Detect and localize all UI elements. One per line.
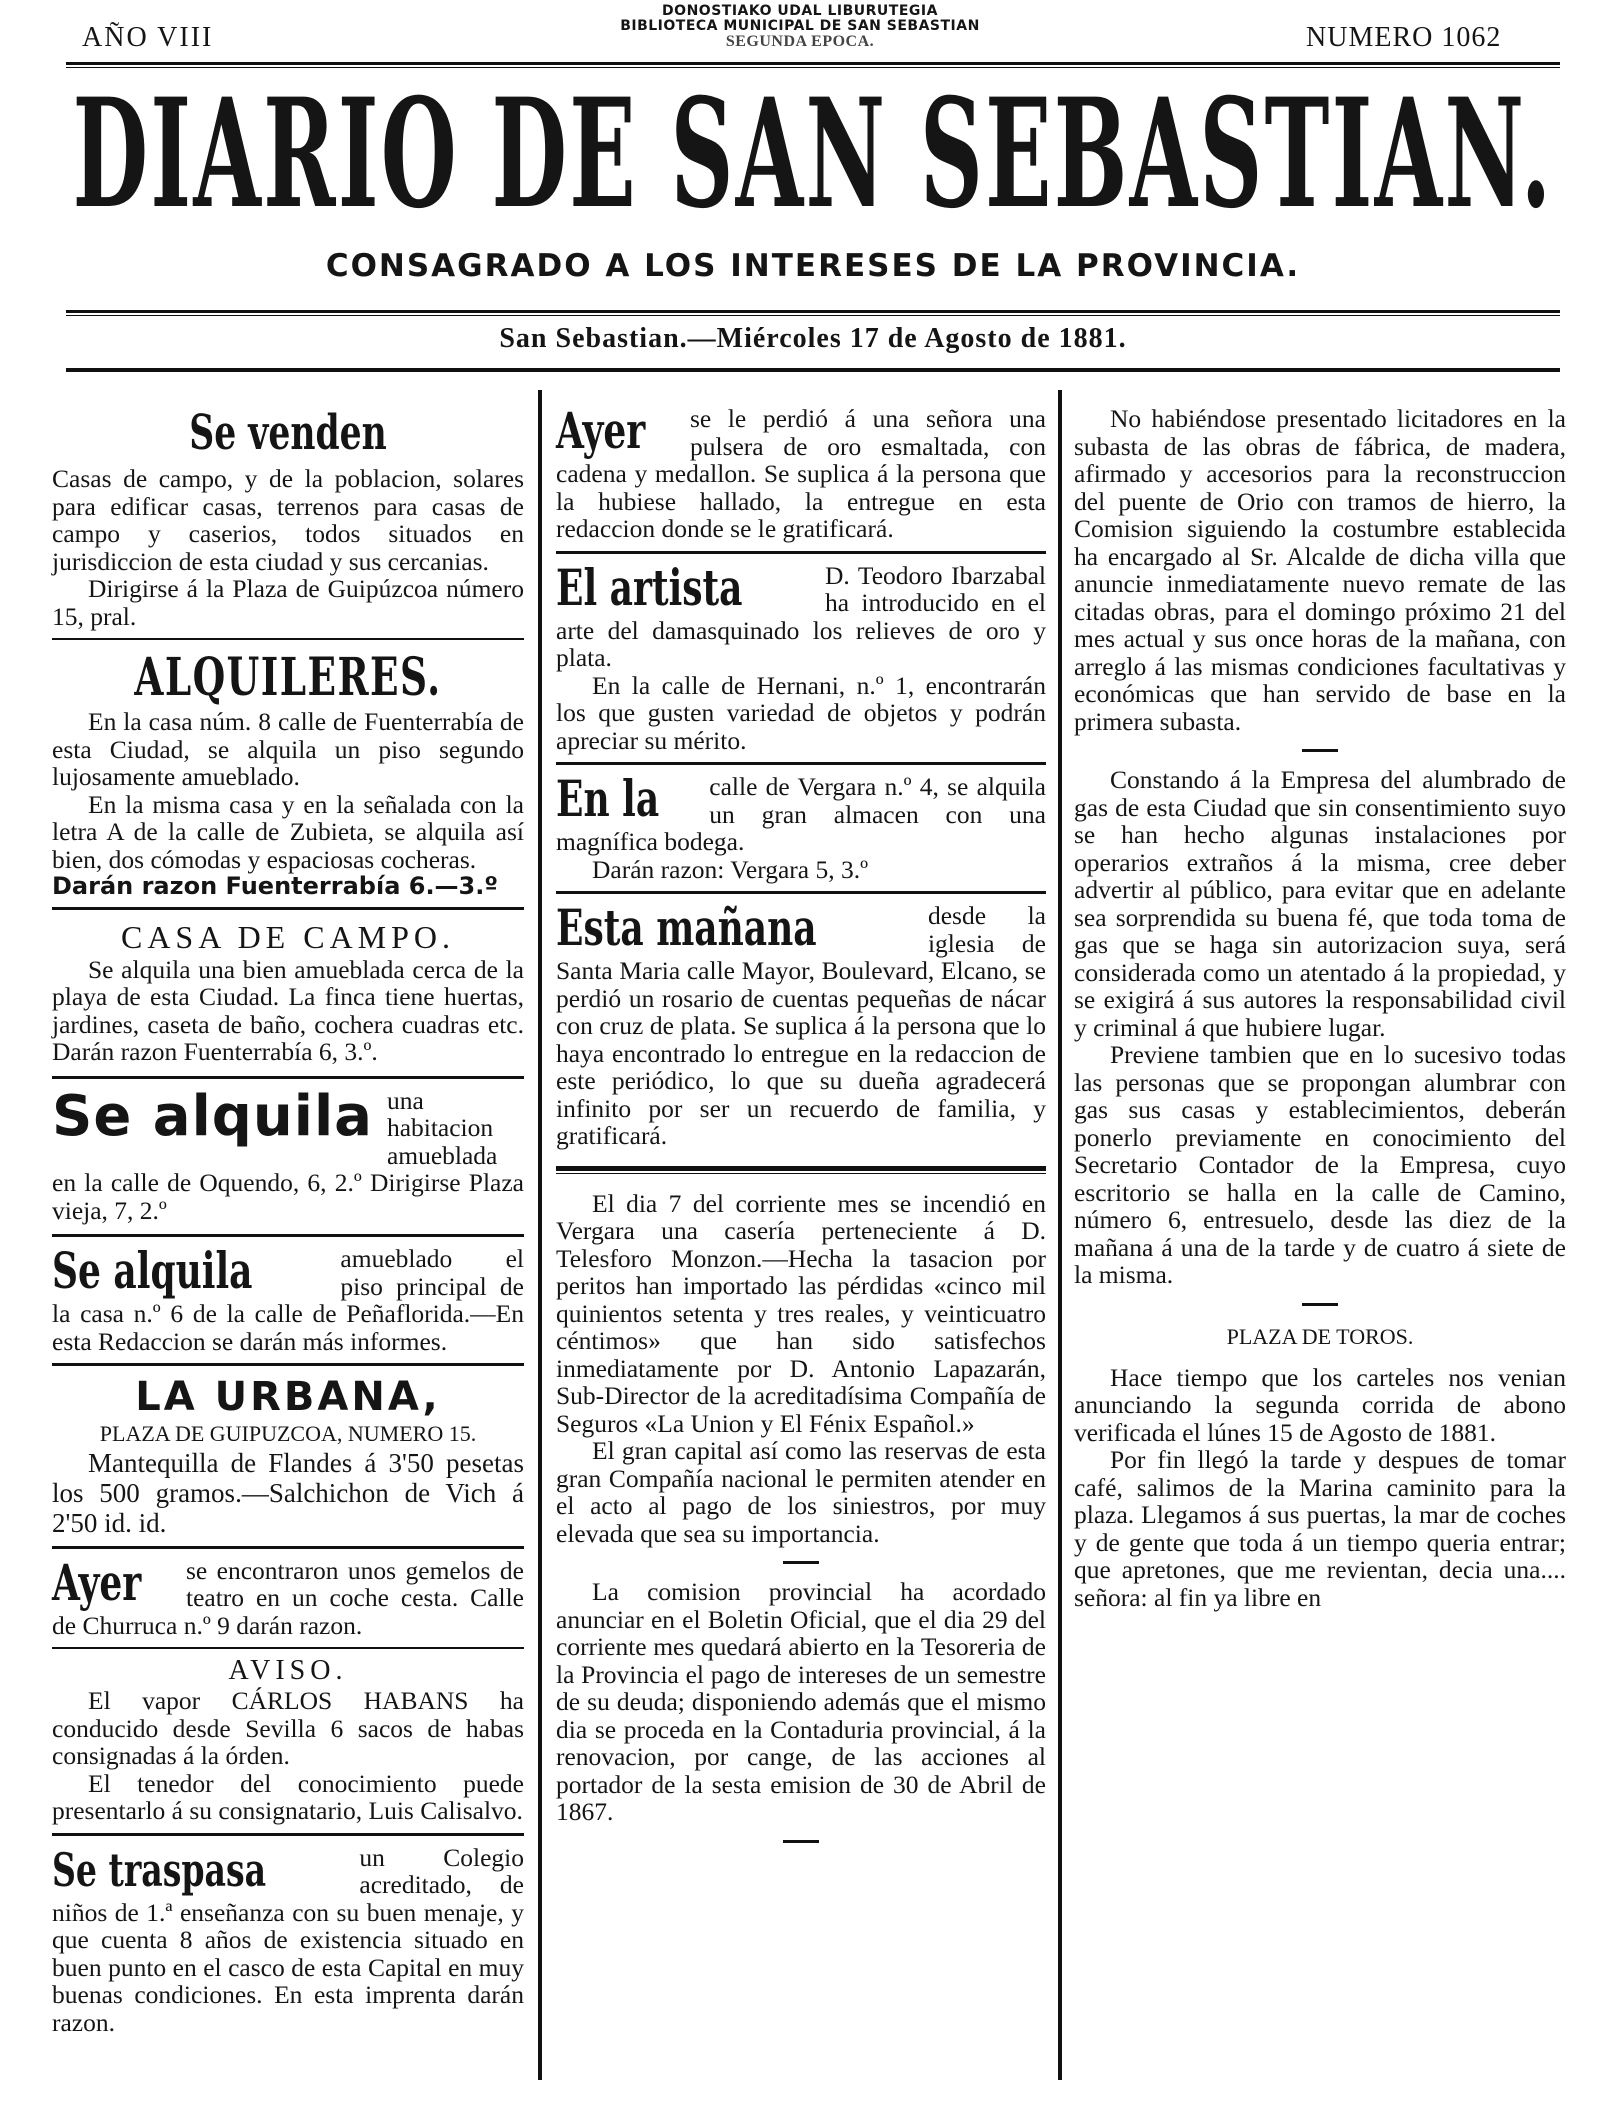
aviso-text-1: El vapor CÁRLOS HABANS ha conducido desde Sevilla 6 sacos de habas consignadas á la órden. — [52, 1686, 524, 1770]
news-incendio-text: El dia 7 del corriente mes se incendió en Vergara una casería perteneciente á D. Telesforo Monzon.—Hecha la tasacion por peritos han importado las pérdidas «cinco mil quinientos setenta y tres reales, y veinticuatro céntimos» que han sido satisfechos inmediatamente por D. Antonio Lapazarán, Sub-Director de la acreditadísima Compañía de Seguros «La Union y El Fénix Español.» — [556, 1188, 1046, 1438]
el-artista-heading: El artista — [556, 557, 743, 617]
esta-manana-text: desde la iglesia de Santa Maria calle Mayor, Boulevard, Elcano, se perdió un rosario de cuentas pequeñas de nácar con cruz de plata. Se suplica á la persona que lo haya encontrado lo entregue en la redaccion de este periódico, lo que su dueña agradecerá infinito por ser un recuerdo de familia, y gratificará. — [556, 901, 1046, 1150]
la-urbana-text: Mantequilla de Flandes á 3'50 pesetas los 500 gramos.—Salchichon de Vich á 2'50 id. id. — [52, 1447, 524, 1538]
alquileres-razon: Darán razon Fuenterrabía 6.—3.º — [52, 872, 498, 900]
column-divider-1 — [538, 390, 542, 2080]
aviso-text-2: El tenedor del conocimiento puede presentarlo á su consignatario, Luis Calisalvo. — [52, 1768, 524, 1825]
section-break-col3-2 — [1302, 1303, 1338, 1306]
section-break-col2-end — [783, 1840, 819, 1843]
dateline: San Sebastian.—Miércoles 17 de Agosto de 1881. — [499, 323, 1127, 354]
issue-number: NUMERO 1062 — [1306, 22, 1502, 53]
se-alquila-1-text: una habitacion amueblada en la calle de Oquendo, 6, 2.º Dirigirse Plaza vieja, 7, 2.º — [52, 1085, 524, 1225]
news-comision-text: La comision provincial ha acordado anunciar en el Boletin Oficial, que el dia 29 del corriente mes quedará abierto en la Tesoreria de la Provincia el pago de intereses de un semestre de su deuda; disponiendo además que el mismo dia se proceda en la Contaduria provincial, á la renovacion, por cange, de las acciones al portador de la sesta emision de 30 de Abril de 1867. — [556, 1577, 1046, 1826]
se-alquila-2-text: amueblado el piso principal de la casa n.º 6 de la calle de Peñaflorida.—En esta Redaccion se darán más informes. — [52, 1244, 524, 1356]
section-break-col3 — [1302, 749, 1338, 752]
el-artista-text: D. Teodoro Ibarzabal ha introducido en el arte del damasquinado los relieves de oro y plata. — [556, 560, 1046, 672]
gas-company-text: Constando á la Empresa del alumbrado de gas de esta Ciudad que sin consentimiento suyo se han hecho algunas instalaciones por operarios extraños á la misma, cree deber advertir al público, para evitar que en adelante sea sorprendida su buena fé, que toda toma de gas que se haga sin autorizacion suya, será considerada como un atentado á la propiedad, y se exigirá á sus autores la responsabilidad civil y criminal á que hubiere lugar. — [1074, 765, 1566, 1042]
en-la-razon: Darán razon: Vergara 5, 3.º — [592, 854, 869, 884]
archive-stamp-line3: SEGUNDA EPOCA. — [725, 33, 875, 50]
en-la-heading: En la — [556, 769, 660, 828]
la-urbana-address: PLAZA DE GUIPUZCOA, NUMERO 15. — [99, 1421, 477, 1446]
casa-campo-heading: CASA DE CAMPO. — [120, 918, 456, 955]
plaza-toros-text-2: Por fin llegó la tarde y despues de tomar café, salimos de la Marina caminito para la plaza. Llegamos á sus puertas, la mar de coches y de gente que toda á un tiempo queria entrar; que apretones, que me revientan, decia una.... señora: al fin ya libre en — [1074, 1445, 1566, 1612]
column-3 — [1074, 405, 1566, 1611]
issue-year: AÑO VIII — [82, 22, 214, 53]
ayer-text-col1: se encontraron unos gemelos de teatro en un coche cesta. Calle de Churruca n.º 9 darán razon. — [52, 1555, 524, 1640]
column-2 — [556, 401, 1046, 1857]
header-rule-top — [66, 62, 1560, 65]
aviso-heading: AVISO. — [228, 1655, 348, 1686]
se-traspasa-text: un Colegio acreditado, de niños de 1.ª enseñanza con su buen menaje, y que cuenta 8 años de existencia situado en buen punto en el casco de esta Capital en muy buenas condiciones. En esta imprenta darán razon. — [52, 1842, 524, 2037]
se-venden-text: Casas de campo, y de la poblacion, solares para edificar casas, terrenos para casas de campo y caserios, todos situados en jurisdiccion de esta ciudad y sus cercanias. — [52, 464, 524, 576]
column-1 — [52, 405, 524, 2036]
orio-bridge-text: No habiéndose presentado licitadores en la subasta de las obras de fábrica, de madera, afirmado y accesorios para la reconstruccion del puente de Orio con tramos de hierro, la Comision siguiendo la costumbre establecida ha encargado al Sr. Alcalde de dicha villa que anuncie inmediatamente nuevo remate de las citadas obras, para el domingo próximo 21 del mes actual y sus once horas de la mañana, con arreglo á las mismas condiciones facultativas y económicas que han servido de base en la primera subasta. — [1074, 404, 1566, 736]
se-alquila-2-heading: Se alquila — [52, 1241, 253, 1300]
column-divider-2 — [1058, 390, 1062, 2080]
se-venden-contact: Dirigirse á la Plaza de Guipúzcoa número 15, pral. — [52, 574, 524, 631]
se-alquila-1-heading: Se alquila — [52, 1083, 373, 1149]
ayer-text-col2: se le perdió á una señora una pulsera de oro esmaltada, con cadena y medallon. Se suplica á la persona que la hubiese hallado, la entregue en esta redaccion donde se le gratificará. — [556, 404, 1046, 543]
gas-company-text-2: Previene tambien que en lo sucesivo todas las personas que se propongan alumbrar con gas sus casas y establecimientos, deberán ponerlo previamente en conocimiento del Secretario Contador de la Empresa, cuyo escritorio se halla en la calle de Camino, número 6, entresuelo, desde las diez de la mañana á una de la tarde y de cuatro á siete de la misma. — [1074, 1040, 1566, 1289]
plaza-toros-heading: PLAZA DE TOROS. — [1226, 1323, 1414, 1349]
archive-stamp-line2: BIBLIOTECA MUNICIPAL DE SAN SEBASTIAN — [620, 18, 980, 34]
archive-stamp-line1: DONOSTIAKO UDAL LIBURUTEGIA — [662, 3, 938, 19]
masthead-subtitle: CONSAGRADO A LOS INTERESES DE LA PROVINCIA. — [325, 248, 1301, 284]
news-capital-text: El gran capital así como las reservas de esta gran Compañía nacional le permiten atender en el acto al pago de los siniestros, por muy elevada que sea su importancia. — [556, 1436, 1046, 1548]
la-urbana-heading: LA URBANA, — [135, 1374, 441, 1420]
plaza-toros-text-1: Hace tiempo que los carteles nos venian anunciando la segunda corrida de abono verificada el lúnes 15 de Agosto de 1881. — [1074, 1362, 1566, 1447]
alquileres-text-1: En la casa núm. 8 calle de Fuenterrabía de esta Ciudad, se alquila un piso segundo lujosamente amueblado. — [52, 707, 524, 791]
esta-manana-heading: Esta mañana — [556, 898, 817, 957]
en-la-text: calle de Vergara n.º 4, se alquila un gran almacen con una magnífica bodega. — [556, 772, 1046, 856]
alquileres-heading: ALQUILERES. — [134, 647, 442, 708]
el-artista-text-2: En la calle de Hernani, n.º 1, encontrarán los que gusten variedad de objetos y podrán apreciar su mérito. — [556, 670, 1046, 755]
se-venden-heading: Se venden — [189, 405, 387, 461]
section-break-col2 — [783, 1561, 819, 1564]
se-traspasa-heading: Se traspasa — [52, 1842, 267, 1897]
casa-campo-text: Se alquila una bien amueblada cerca de la playa de esta Ciudad. La finca tiene huertas, jardines, caseta de baño, cochera cuadras etc. Darán razon Fuenterrabía 6, 3.º. — [52, 954, 524, 1066]
ayer-heading-col1: Ayer — [52, 1552, 142, 1612]
masthead: DIARIO DE SAN SEBASTIAN. — [72, 80, 1554, 230]
ayer-heading-col2: Ayer — [556, 401, 646, 460]
alquileres-text-2: En la misma casa y en la señalada con la letra A de la calle de Zubieta, se alquila así bien, dos cómodas y espaciosas cocheras. — [52, 789, 524, 874]
